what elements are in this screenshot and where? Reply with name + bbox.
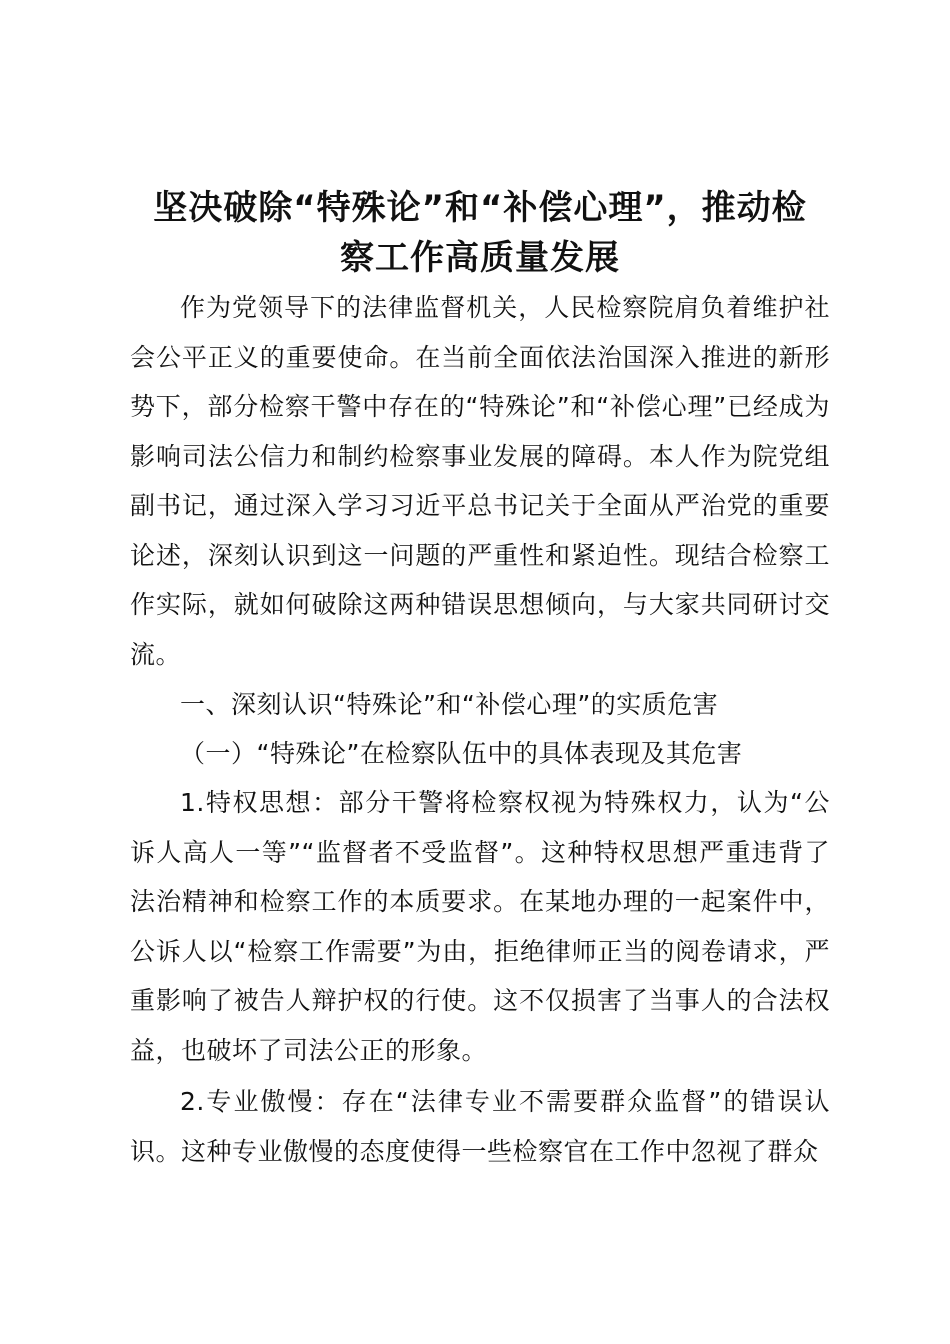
section-heading-1: 一、深刻认识“特殊论”和“补偿心理”的实质危害 [180, 690, 719, 719]
document-title-line-2: 察工作高质量发展 [340, 238, 620, 278]
body-paragraph-privilege: 1.特权思想：部分干警将检察权视为特殊权力，认为“公诉人高人一等”“监督者不受监督”。这种特权思想严重违背了法治精神和检察工作的本质要求。在某地办理的一起案件中，公诉人以“检察工作需要”为由，拒绝律师正当的阅卷请求，严重影响了被告人辩护权的行使。这不仅损害了当事人的合法权益，也破坏了司法公正的形象。 [130, 788, 830, 1065]
document-title-line-1: 坚决破除“特殊论”和“补偿心理”，推动检 [153, 188, 807, 228]
body-paragraph-arrogance: 2.专业傲慢：存在“法律专业不需要群众监督”的错误认识。这种专业傲慢的态度使得一些检察官在工作中忽视了群众 [130, 1087, 830, 1166]
intro-paragraph: 作为党领导下的法律监督机关，人民检察院肩负着维护社会公平正义的重要使命。在当前全面依法治国深入推进的新形势下，部分检察干警中存在的“特殊论”和“补偿心理”已经成为影响司法公信力和制约检察事业发展的障碍。本人作为院党组副书记，通过深入学习习近平总书记关于全面从严治党的重要论述，深刻认识到这一问题的严重性和紧迫性。现结合检察工作实际，就如何破除这两种错误思想倾向，与大家共同研讨交流。 [130, 293, 830, 669]
subsection-heading-1: （一）“特殊论”在检察队伍中的具体表现及其危害 [180, 739, 743, 768]
